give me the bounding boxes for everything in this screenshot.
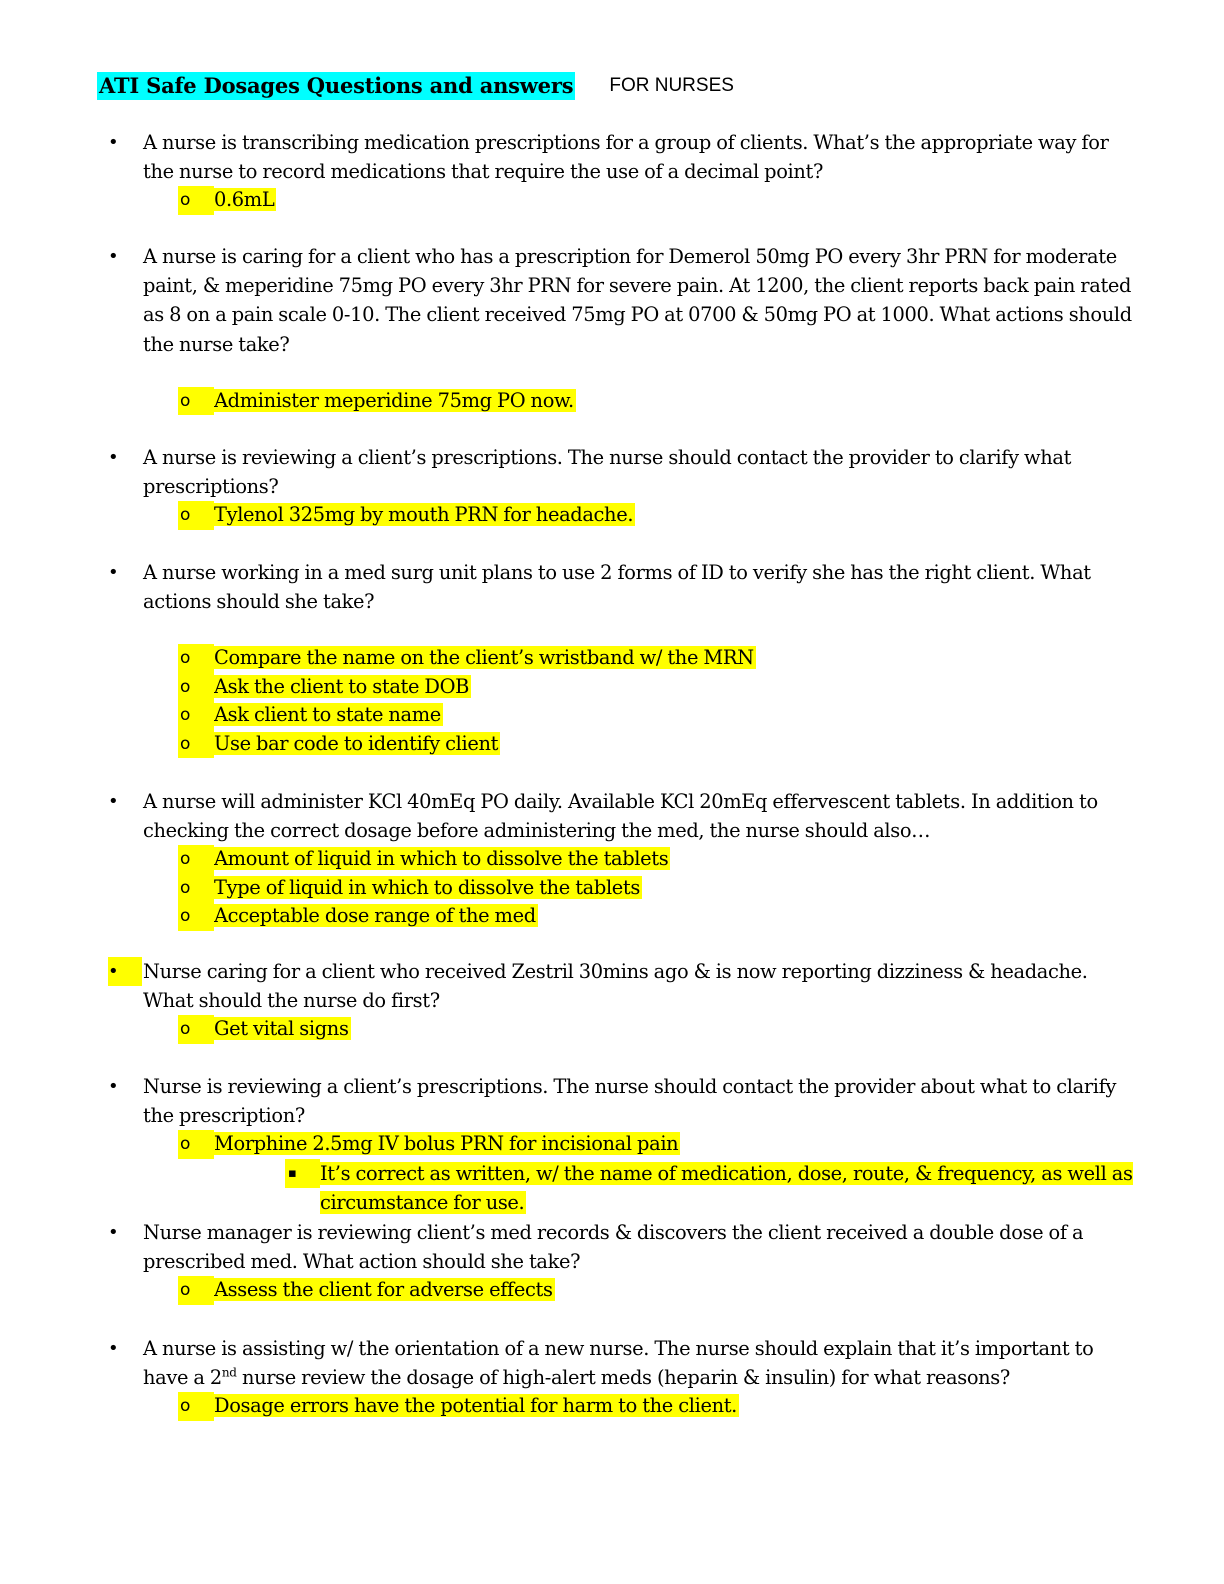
answer-item <box>178 186 1138 215</box>
sub-answer-item <box>288 1159 1138 1217</box>
square-bullet-icon: ▪ <box>285 1159 320 1188</box>
bullet-icon: • <box>108 562 119 583</box>
answer-text: Dosage errors have the potential for harm to the client. <box>214 1394 737 1418</box>
answer-text: Morphine 2.5mg IV bolus PRN for incisional pain <box>214 1132 679 1156</box>
question-item <box>108 242 1138 415</box>
question-text: A nurse is reviewing a client’s prescriptions. The nurse should contact the provider to clarify what prescriptions? <box>143 446 1072 499</box>
circle-bullet-icon: o <box>178 1130 214 1159</box>
question-item <box>108 1218 1138 1305</box>
answer-item <box>178 673 1138 702</box>
answer-item <box>178 387 1138 416</box>
bullet-icon: • <box>108 447 119 468</box>
question-text: Nurse is reviewing a client’s prescriptions. The nurse should contact the provider about what to clarify the prescription? <box>143 1075 1117 1128</box>
bullet-icon: • <box>108 246 119 267</box>
circle-bullet-icon: o <box>178 1276 214 1305</box>
question-text: A nurse is transcribing medication prescriptions for a group of clients. What’s the appropriate way for the nurse to record medications that require the use of a decimal point? <box>143 131 1109 184</box>
answer-text: Acceptable dose range of the med <box>214 904 536 928</box>
circle-bullet-icon: o <box>178 501 214 530</box>
answer-item <box>178 1392 1138 1421</box>
answer-text: Assess the client for adverse effects <box>214 1278 553 1302</box>
answer-text: Use bar code to identify client <box>214 731 499 755</box>
sub-answer-text: It’s correct as written, w/ the name of medication, dose, route, & frequency, as well as circumstance for use. <box>320 1161 1133 1214</box>
answer-item <box>178 845 1138 874</box>
circle-bullet-icon: o <box>178 186 214 215</box>
circle-bullet-icon: o <box>178 644 214 673</box>
answer-text: Compare the name on the client’s wristband w/ the MRN <box>214 646 754 670</box>
document-subtitle: FOR NURSES <box>609 75 734 96</box>
answer-item <box>178 501 1138 530</box>
question-item <box>108 443 1138 530</box>
answer-list <box>178 1130 1138 1217</box>
answer-item <box>178 1276 1138 1305</box>
bullet-icon: • <box>108 957 142 986</box>
question-item <box>108 128 1138 215</box>
answer-item <box>178 902 1138 931</box>
circle-bullet-icon: o <box>178 1392 214 1421</box>
bullet-icon: • <box>108 1338 119 1359</box>
question-text: Nurse manager is reviewing client’s med records & discovers the client received a double dose of a prescribed med. What action should she take? <box>143 1221 1084 1274</box>
answer-text: Get vital signs <box>214 1017 349 1041</box>
answer-list <box>178 1276 1138 1305</box>
answer-list <box>178 186 1138 215</box>
answer-item <box>178 730 1138 759</box>
question-text: A nurse is caring for a client who has a prescription for Demerol 50mg PO every 3hr PRN for moderate paint, & meperidine 75mg PO every 3hr PRN for severe pain. At 1200, the client reports back pain rated as 8 on a pain scale 0-10. The client received 75mg PO at 0700 & 50mg PO at 1000. What actions should the nurse take? <box>143 245 1132 356</box>
question-item <box>108 1334 1138 1421</box>
circle-bullet-icon: o <box>178 845 214 874</box>
answer-text: Tylenol 325mg by mouth PRN for headache. <box>214 503 634 527</box>
answer-list <box>178 845 1138 931</box>
question-text: A nurse working in a med surg unit plans to use 2 forms of ID to verify she has the right client. What actions should she take? <box>143 561 1091 614</box>
answer-text: 0.6mL <box>214 188 275 212</box>
circle-bullet-icon: o <box>178 902 214 931</box>
answer-text: Ask client to state name <box>214 703 441 727</box>
question-text: Nurse caring for a client who received Zestril 30mins ago & is now reporting dizziness & headache. What should the nurse do first? <box>143 960 1088 1013</box>
circle-bullet-icon: o <box>178 387 214 416</box>
document-title: ATI Safe Dosages Questions and answers <box>99 73 574 98</box>
circle-bullet-icon: o <box>178 874 214 903</box>
answer-item <box>178 1130 1138 1159</box>
answer-list <box>178 501 1138 530</box>
answer-item <box>178 701 1138 730</box>
question-item <box>108 1072 1138 1217</box>
question-item <box>108 957 1138 1044</box>
bullet-icon: • <box>108 132 119 153</box>
bullet-icon: • <box>108 1076 119 1097</box>
circle-bullet-icon: o <box>178 1015 214 1044</box>
answer-list <box>178 1015 1138 1044</box>
answer-item <box>178 1015 1138 1044</box>
answer-list <box>178 1392 1138 1421</box>
circle-bullet-icon: o <box>178 730 214 759</box>
answer-text: Type of liquid in which to dissolve the tablets <box>214 875 640 899</box>
answer-list <box>178 644 1138 758</box>
answer-item <box>178 874 1138 903</box>
question-item <box>108 558 1138 758</box>
bullet-icon: • <box>108 791 119 812</box>
answer-item <box>178 644 1138 673</box>
question-text: A nurse will administer KCl 40mEq PO daily. Available KCl 20mEq effervescent tablets. In addition to checking the correct dosage before administering the med, the nurse should also… <box>143 790 1098 843</box>
answer-text: Amount of liquid in which to dissolve the tablets <box>214 847 669 871</box>
answer-list <box>178 387 1138 416</box>
circle-bullet-icon: o <box>178 701 214 730</box>
bullet-icon: • <box>108 1222 119 1243</box>
header <box>97 71 734 101</box>
question-item <box>108 787 1138 931</box>
answer-text: Ask the client to state DOB <box>214 674 470 698</box>
circle-bullet-icon: o <box>178 673 214 702</box>
question-text: A nurse is assisting w/ the orientation of a new nurse. The nurse should explain that it’s important to have a 2nd nurse review the dosage of high-alert meds (heparin & insulin) for what reasons? <box>143 1337 1094 1390</box>
answer-text: Administer meperidine 75mg PO now. <box>214 388 574 412</box>
